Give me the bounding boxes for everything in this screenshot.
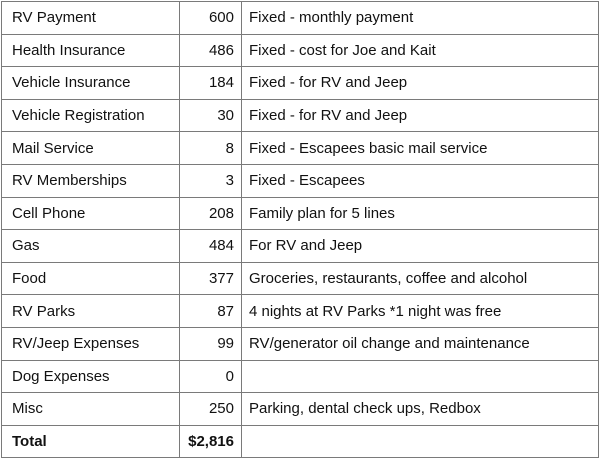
amount-cell: 486 [180,34,242,67]
category-cell: Vehicle Registration [2,99,180,132]
note-cell: RV/generator oil change and maintenance [242,327,599,360]
note-cell: For RV and Jeep [242,230,599,263]
note-cell: Parking, dental check ups, Redbox [242,393,599,426]
table-row [2,164,599,197]
table-row [2,360,599,393]
amount-cell: 99 [180,327,242,360]
amount-cell: 0 [180,360,242,393]
note-cell: Fixed - Escapees [242,164,599,197]
table-row [2,2,599,35]
category-cell: Mail Service [2,132,180,165]
table-row [2,327,599,360]
total-amount: $2,816 [180,425,242,458]
amount-cell: 3 [180,164,242,197]
amount-cell: 600 [180,2,242,35]
budget-table-container [1,1,598,458]
table-row [2,34,599,67]
category-cell: RV/Jeep Expenses [2,327,180,360]
category-cell: RV Memberships [2,164,180,197]
note-cell: Fixed - for RV and Jeep [242,99,599,132]
amount-cell: 184 [180,67,242,100]
category-cell: Misc [2,393,180,426]
table-row [2,99,599,132]
category-cell: Dog Expenses [2,360,180,393]
category-cell: Food [2,262,180,295]
total-row [2,425,599,458]
table-row [2,393,599,426]
amount-cell: 484 [180,230,242,263]
note-cell: Family plan for 5 lines [242,197,599,230]
note-cell: Fixed - Escapees basic mail service [242,132,599,165]
total-label: Total [2,425,180,458]
amount-cell: 208 [180,197,242,230]
note-cell: Fixed - monthly payment [242,2,599,35]
table-row [2,295,599,328]
note-cell: Groceries, restaurants, coffee and alcohol [242,262,599,295]
category-cell: Health Insurance [2,34,180,67]
amount-cell: 250 [180,393,242,426]
amount-cell: 30 [180,99,242,132]
table-row [2,67,599,100]
category-cell: Gas [2,230,180,263]
category-cell: RV Payment [2,2,180,35]
category-cell: Cell Phone [2,197,180,230]
table-row [2,197,599,230]
amount-cell: 87 [180,295,242,328]
table-row [2,230,599,263]
table-row [2,132,599,165]
note-cell: Fixed - cost for Joe and Kait [242,34,599,67]
budget-table [1,1,599,458]
table-row [2,262,599,295]
note-cell: 4 nights at RV Parks *1 night was free [242,295,599,328]
note-cell [242,360,599,393]
category-cell: Vehicle Insurance [2,67,180,100]
amount-cell: 377 [180,262,242,295]
category-cell: RV Parks [2,295,180,328]
total-note-cell [242,425,599,458]
note-cell: Fixed - for RV and Jeep [242,67,599,100]
amount-cell: 8 [180,132,242,165]
